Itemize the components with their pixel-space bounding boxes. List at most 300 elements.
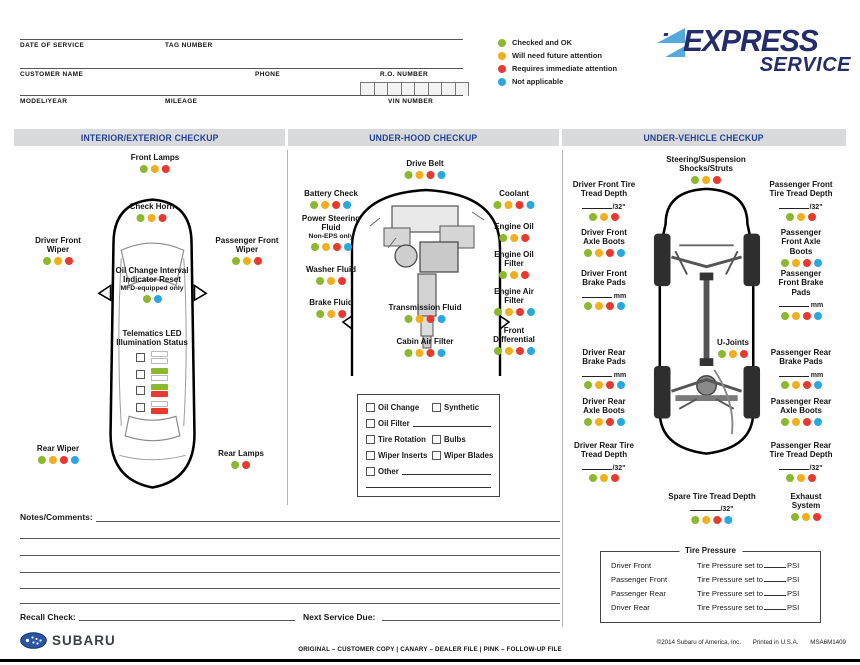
checkpoint-label: Driver Front Brake Pads: [581, 269, 627, 288]
status-dots[interactable]: [300, 243, 362, 251]
checkpoint-exhaust-system: [785, 492, 827, 521]
status-dot-b[interactable]: [344, 201, 352, 209]
pressure-field[interactable]: [764, 588, 786, 596]
measurement-row: [770, 368, 832, 379]
status-dot-r[interactable]: [606, 418, 614, 426]
wheel-position-label: Driver Front: [611, 561, 652, 570]
status-dots[interactable]: [309, 310, 353, 318]
status-dot-y[interactable]: [322, 201, 330, 209]
unit-label: PSI: [786, 575, 800, 584]
status-dot-y[interactable]: [415, 349, 423, 357]
checkpoint-label: Engine Oil: [494, 222, 534, 231]
service-row: [366, 417, 491, 429]
vin-cell[interactable]: [428, 82, 442, 96]
status-dot-y[interactable]: [416, 315, 424, 323]
checkpoint-label: Passenger Front Tire Tread Depth: [769, 180, 833, 199]
checkpoint-washer-fluid: [306, 265, 356, 285]
led-bar-g: [151, 384, 168, 390]
status-dot-y[interactable]: [797, 474, 805, 482]
checkpoint-power-steering-fluid: [300, 214, 362, 251]
synthetic-checkbox[interactable]: [432, 403, 441, 412]
status-dot-g[interactable]: [791, 513, 799, 521]
set-to-label: Tire Pressure set to: [697, 561, 763, 570]
other-checkbox[interactable]: [366, 467, 375, 476]
status-dots[interactable]: [37, 456, 79, 464]
red-dot-icon: [498, 65, 506, 73]
telematics-row: [107, 384, 197, 397]
status-dots[interactable]: [785, 513, 827, 521]
status-dot-b[interactable]: [617, 381, 625, 389]
status-dot-y[interactable]: [729, 350, 737, 358]
status-dot-y[interactable]: [792, 312, 800, 320]
notes-line[interactable]: [20, 572, 560, 573]
status-dot-g[interactable]: [405, 171, 413, 179]
column-title: UNDER-HOOD CHECKUP: [369, 132, 478, 143]
status-dots[interactable]: [570, 474, 638, 482]
telematics-checkbox[interactable]: [136, 403, 145, 412]
pad-thickness-field[interactable]: [779, 368, 809, 377]
checkpoint-passenger-front-axle-boots: [770, 228, 832, 267]
status-dot-g[interactable]: [781, 312, 789, 320]
notes-line[interactable]: [96, 521, 560, 522]
status-dot-g[interactable]: [37, 456, 45, 464]
column-divider: [562, 150, 563, 627]
status-dot-g[interactable]: [494, 347, 502, 355]
status-dot-g[interactable]: [718, 350, 726, 358]
telematics-checkbox[interactable]: [136, 370, 145, 379]
status-dot-b[interactable]: [154, 295, 162, 303]
status-dot-g[interactable]: [499, 234, 507, 242]
status-dot-y[interactable]: [595, 249, 603, 257]
status-dot-r[interactable]: [606, 302, 614, 310]
status-dots[interactable]: [654, 176, 758, 184]
subaru-oval-icon: [20, 632, 47, 649]
status-dot-r[interactable]: [254, 257, 262, 265]
status-dot-r[interactable]: [65, 257, 73, 265]
status-dots[interactable]: [105, 295, 199, 303]
status-dot-g[interactable]: [781, 259, 789, 267]
vin-cell[interactable]: [374, 82, 388, 96]
vin-cell[interactable]: [441, 82, 455, 96]
measurement-row: [570, 461, 638, 472]
form-rule: [20, 39, 463, 40]
tire-pressure-row: [611, 588, 814, 598]
status-dots[interactable]: [492, 308, 536, 316]
status-dot-g[interactable]: [781, 381, 789, 389]
customer-name-label: CUSTOMER NAME: [20, 71, 84, 78]
tire-pressure-box: [600, 546, 821, 623]
wiper-blades-checkbox[interactable]: [432, 451, 441, 460]
measurement-row: [576, 368, 632, 379]
checkpoint-passenger-front-brake-pads: [770, 269, 832, 320]
status-dot-b[interactable]: [725, 516, 733, 524]
next-service-due-label: Next Service Due:: [303, 612, 376, 622]
status-dot-y[interactable]: [54, 257, 62, 265]
status-dot-b[interactable]: [437, 349, 445, 357]
vin-cell[interactable]: [401, 82, 415, 96]
tread-depth-field[interactable]: [582, 200, 612, 209]
status-legend: [498, 36, 617, 88]
subaru-wordmark: SUBARU: [52, 633, 116, 648]
model-year-label: MODEL/YEAR: [20, 98, 68, 105]
status-dot-r[interactable]: [808, 474, 816, 482]
legend-item: [498, 49, 617, 62]
other-field[interactable]: [402, 467, 491, 475]
checkpoint-steering-suspension: [654, 155, 758, 184]
oil-filter-field[interactable]: [413, 419, 491, 427]
notes-line[interactable]: [20, 588, 560, 589]
copyright-text: ©2014 Subaru of America, Inc.: [656, 639, 741, 646]
pressure-field[interactable]: [764, 574, 786, 582]
checkpoint-label: Spare Tire Tread Depth: [668, 492, 756, 501]
status-dot-y[interactable]: [595, 418, 603, 426]
status-dots[interactable]: [494, 234, 534, 242]
status-dots[interactable]: [770, 312, 832, 320]
checkpoint-driver-rear-tire-tread: [570, 441, 638, 482]
checkpoint-label: Brake Fluid: [309, 298, 353, 307]
led-state-icon: [151, 368, 168, 381]
status-dot-y[interactable]: [702, 176, 710, 184]
status-dot-g[interactable]: [311, 201, 319, 209]
status-dots[interactable]: [765, 213, 837, 221]
wiper-inserts-checkbox[interactable]: [366, 451, 375, 460]
status-dot-b[interactable]: [527, 308, 535, 316]
led-bar-off: [151, 358, 168, 364]
status-dot-r[interactable]: [803, 312, 811, 320]
status-dot-b[interactable]: [814, 312, 822, 320]
status-dot-g[interactable]: [691, 176, 699, 184]
measurement-row: [576, 289, 632, 300]
status-dots[interactable]: [576, 418, 632, 426]
led-bar-off: [151, 351, 168, 357]
status-dot-r[interactable]: [714, 516, 722, 524]
status-dot-y[interactable]: [322, 243, 330, 251]
status-dots[interactable]: [570, 213, 638, 221]
legend-label: Checked and OK: [512, 38, 573, 47]
status-dot-g[interactable]: [589, 474, 597, 482]
status-dot-y[interactable]: [327, 277, 335, 285]
status-dot-y[interactable]: [48, 456, 56, 464]
status-dot-r[interactable]: [611, 213, 619, 221]
status-dot-g[interactable]: [499, 271, 507, 279]
service-row: [366, 433, 491, 445]
status-dot-g[interactable]: [143, 295, 151, 303]
service-item: [432, 435, 466, 444]
status-dot-g[interactable]: [404, 349, 412, 357]
unit-label: /32": [809, 203, 823, 211]
status-dot-b[interactable]: [617, 418, 625, 426]
status-dot-y[interactable]: [802, 513, 810, 521]
green-dot-icon: [498, 39, 506, 47]
checkpoint-label: Rear Lamps: [218, 449, 264, 458]
status-dot-b[interactable]: [344, 243, 352, 251]
status-dot-g[interactable]: [494, 308, 502, 316]
service-item: [366, 403, 419, 412]
status-dots[interactable]: [304, 201, 358, 209]
checkpoint-coolant: [494, 189, 535, 209]
notes-line[interactable]: [20, 603, 560, 604]
status-dots[interactable]: [668, 516, 755, 524]
status-dot-g[interactable]: [584, 249, 592, 257]
pressure-field[interactable]: [764, 560, 786, 568]
vin-cell[interactable]: [455, 82, 470, 96]
led-state-icon: [151, 384, 168, 397]
checkbox-label: Oil Filter: [378, 418, 410, 428]
status-dot-g[interactable]: [137, 214, 145, 222]
status-dot-r[interactable]: [338, 277, 346, 285]
status-dot-r[interactable]: [803, 381, 811, 389]
status-dot-r[interactable]: [611, 474, 619, 482]
status-dot-y[interactable]: [595, 381, 603, 389]
checkpoint-check-horn: [130, 202, 175, 222]
checkpoint-rear-wiper: [37, 444, 79, 464]
status-dot-r[interactable]: [426, 349, 434, 357]
status-dot-r[interactable]: [516, 201, 524, 209]
status-dot-y[interactable]: [327, 310, 335, 318]
checkpoint-label: Drive Belt: [406, 159, 444, 168]
checkpoint-oil-change-interval-reset: [105, 266, 199, 303]
status-dot-r[interactable]: [606, 381, 614, 389]
status-dot-g[interactable]: [232, 257, 240, 265]
status-dot-r[interactable]: [516, 308, 524, 316]
status-dots[interactable]: [30, 257, 86, 265]
checkpoint-label: Oil Change Interval Indicator Reset: [115, 266, 189, 285]
column-header-under-vehicle: [562, 129, 846, 146]
status-dot-r[interactable]: [803, 418, 811, 426]
status-dot-g[interactable]: [584, 381, 592, 389]
vin-number-field[interactable]: [360, 82, 469, 96]
checkpoint-front-lamps: [131, 153, 179, 173]
telematics-row: [107, 368, 197, 381]
status-dot-r[interactable]: [803, 259, 811, 267]
checkbox-label: Bulbs: [444, 434, 466, 444]
telematics-row: [107, 401, 197, 414]
unit-label: /32": [612, 203, 626, 211]
status-dots[interactable]: [405, 171, 446, 179]
status-dot-r[interactable]: [427, 171, 435, 179]
service-item: [432, 451, 493, 460]
status-dot-g[interactable]: [405, 315, 413, 323]
status-dot-y[interactable]: [148, 214, 156, 222]
status-dot-y[interactable]: [510, 271, 518, 279]
status-dot-r[interactable]: [713, 176, 721, 184]
checkpoint-sublabel: MFD-equipped only: [120, 284, 184, 292]
service-item: [366, 451, 427, 460]
status-dot-b[interactable]: [814, 381, 822, 389]
mileage-label: MILEAGE: [165, 98, 198, 105]
legend-label: Will need future attention: [512, 51, 602, 60]
status-dots[interactable]: [770, 381, 832, 389]
checkpoint-sublabel: Non-EPS only: [308, 232, 354, 240]
vin-cell[interactable]: [387, 82, 401, 96]
checkpoint-label: Rear Wiper: [36, 444, 80, 453]
status-dot-y[interactable]: [151, 165, 159, 173]
status-dot-r[interactable]: [427, 315, 435, 323]
vin-cell[interactable]: [360, 82, 374, 96]
status-dot-g[interactable]: [311, 243, 319, 251]
status-dot-b[interactable]: [814, 418, 822, 426]
status-dot-r[interactable]: [338, 310, 346, 318]
checkpoint-spare-tire-tread: [668, 492, 755, 524]
telematics-checkbox[interactable]: [136, 353, 145, 362]
tread-depth-field[interactable]: [690, 502, 720, 511]
pad-thickness-field[interactable]: [582, 289, 612, 298]
status-dot-y[interactable]: [792, 418, 800, 426]
status-dots[interactable]: [770, 418, 832, 426]
unit-label: PSI: [786, 561, 800, 570]
tread-depth-field[interactable]: [779, 461, 809, 470]
status-dot-g[interactable]: [584, 302, 592, 310]
bulbs-checkbox[interactable]: [432, 435, 441, 444]
column-divider: [287, 150, 288, 505]
tire-rotation-checkbox[interactable]: [366, 435, 375, 444]
status-dot-r[interactable]: [521, 271, 529, 279]
status-dot-y[interactable]: [792, 259, 800, 267]
wheel-position-label: Passenger Rear: [611, 589, 666, 598]
unit-label: PSI: [786, 589, 800, 598]
status-dot-r[interactable]: [606, 249, 614, 257]
status-dot-y[interactable]: [505, 308, 513, 316]
status-dot-y[interactable]: [505, 201, 513, 209]
oil-filter-checkbox[interactable]: [366, 419, 375, 428]
unit-label: /32": [612, 464, 626, 472]
status-dot-b[interactable]: [527, 201, 535, 209]
status-dot-b[interactable]: [438, 315, 446, 323]
status-dot-g[interactable]: [231, 461, 239, 469]
status-dot-r[interactable]: [333, 243, 341, 251]
status-dot-y[interactable]: [595, 302, 603, 310]
status-dot-r[interactable]: [521, 234, 529, 242]
set-to-label: Tire Pressure set to: [697, 589, 763, 598]
service-performed-box: [357, 394, 500, 497]
checkpoint-engine-oil: [494, 222, 534, 242]
oil-change-checkbox[interactable]: [366, 403, 375, 412]
checkbox-label: Synthetic: [444, 402, 480, 412]
checkpoint-label: Steering/Suspension Shocks/Struts: [666, 155, 746, 174]
status-dot-y[interactable]: [600, 474, 608, 482]
status-dot-y[interactable]: [510, 234, 518, 242]
led-bar-r: [151, 391, 168, 397]
status-dot-b[interactable]: [438, 171, 446, 179]
status-dot-g[interactable]: [584, 418, 592, 426]
status-dot-b[interactable]: [617, 249, 625, 257]
status-dots[interactable]: [494, 201, 535, 209]
status-dot-y[interactable]: [797, 213, 805, 221]
tread-depth-field[interactable]: [582, 461, 612, 470]
service-item: [366, 467, 399, 476]
status-dots[interactable]: [306, 277, 356, 285]
yellow-dot-icon: [498, 52, 506, 60]
status-dots[interactable]: [576, 302, 632, 310]
status-dots[interactable]: [130, 214, 175, 222]
set-to-label: Tire Pressure set to: [697, 603, 763, 612]
status-dots[interactable]: [218, 461, 264, 469]
status-dots[interactable]: [576, 249, 632, 257]
status-dots[interactable]: [396, 349, 453, 357]
tread-depth-field[interactable]: [779, 200, 809, 209]
status-dots[interactable]: [389, 315, 462, 323]
status-dot-r[interactable]: [59, 456, 67, 464]
checkbox-label: Tire Rotation: [378, 434, 426, 444]
status-dot-g[interactable]: [786, 213, 794, 221]
column-title: UNDER-VEHICLE CHECKUP: [643, 132, 765, 143]
status-dot-y[interactable]: [600, 213, 608, 221]
wheel-position-label: Driver Rear: [611, 603, 650, 612]
status-dot-y[interactable]: [792, 381, 800, 389]
led-bar-off: [151, 375, 168, 381]
status-dots[interactable]: [131, 165, 179, 173]
status-dots[interactable]: [488, 347, 540, 355]
status-dot-y[interactable]: [416, 171, 424, 179]
unit-label: PSI: [786, 603, 800, 612]
recall-check-field[interactable]: [79, 620, 295, 621]
notes-line[interactable]: [20, 538, 560, 539]
status-dots[interactable]: [717, 350, 749, 358]
status-dot-b[interactable]: [814, 259, 822, 267]
status-dot-r[interactable]: [162, 165, 170, 173]
notes-line[interactable]: [20, 555, 560, 556]
telematics-checkbox[interactable]: [136, 386, 145, 395]
status-dot-r[interactable]: [808, 213, 816, 221]
status-dot-g[interactable]: [494, 201, 502, 209]
checkpoint-label: Battery Check: [304, 189, 358, 198]
checkpoint-driver-front-wiper: [30, 236, 86, 265]
status-dots[interactable]: [576, 381, 632, 389]
pressure-field[interactable]: [764, 602, 786, 610]
tire-pressure-row: [611, 602, 814, 612]
status-dot-r[interactable]: [740, 350, 748, 358]
vin-cell[interactable]: [414, 82, 428, 96]
status-dot-r[interactable]: [242, 461, 250, 469]
pad-thickness-field[interactable]: [582, 368, 612, 377]
status-dot-b[interactable]: [527, 347, 535, 355]
copy-distribution-text: ORIGINAL – CUSTOMER COPY | CANARY – DEALER FILE | PINK – FOLLOW-UP FILE: [298, 646, 562, 653]
status-dots[interactable]: [770, 259, 832, 267]
status-dots[interactable]: [765, 474, 837, 482]
status-dot-g[interactable]: [140, 165, 148, 173]
unit-label: mm: [810, 302, 824, 310]
status-dot-g[interactable]: [43, 257, 51, 265]
status-dot-g[interactable]: [316, 310, 324, 318]
status-dot-g[interactable]: [781, 418, 789, 426]
status-dot-b[interactable]: [70, 456, 78, 464]
status-dot-r[interactable]: [333, 201, 341, 209]
checkpoint-passenger-rear-tire-tread: [765, 441, 837, 482]
status-dot-g[interactable]: [786, 474, 794, 482]
service-row: [366, 465, 491, 477]
status-dot-y[interactable]: [243, 257, 251, 265]
status-dot-y[interactable]: [703, 516, 711, 524]
status-dots[interactable]: [492, 271, 536, 279]
other-field-continued[interactable]: [366, 487, 491, 488]
status-dot-g[interactable]: [316, 277, 324, 285]
status-dot-g[interactable]: [692, 516, 700, 524]
unit-label: mm: [613, 371, 627, 379]
checkpoint-driver-rear-brake-pads: [576, 348, 632, 389]
checkpoint-passenger-rear-axle-boots: [770, 397, 832, 426]
status-dot-g[interactable]: [589, 213, 597, 221]
status-dots[interactable]: [214, 257, 280, 265]
measurement-row: [765, 200, 837, 211]
legend-item: [498, 36, 617, 49]
status-dot-r[interactable]: [813, 513, 821, 521]
status-dot-y[interactable]: [505, 347, 513, 355]
status-dot-r[interactable]: [159, 214, 167, 222]
status-dot-r[interactable]: [516, 347, 524, 355]
status-dot-b[interactable]: [617, 302, 625, 310]
next-service-due-field[interactable]: [382, 620, 560, 621]
pad-thickness-field[interactable]: [779, 298, 809, 307]
